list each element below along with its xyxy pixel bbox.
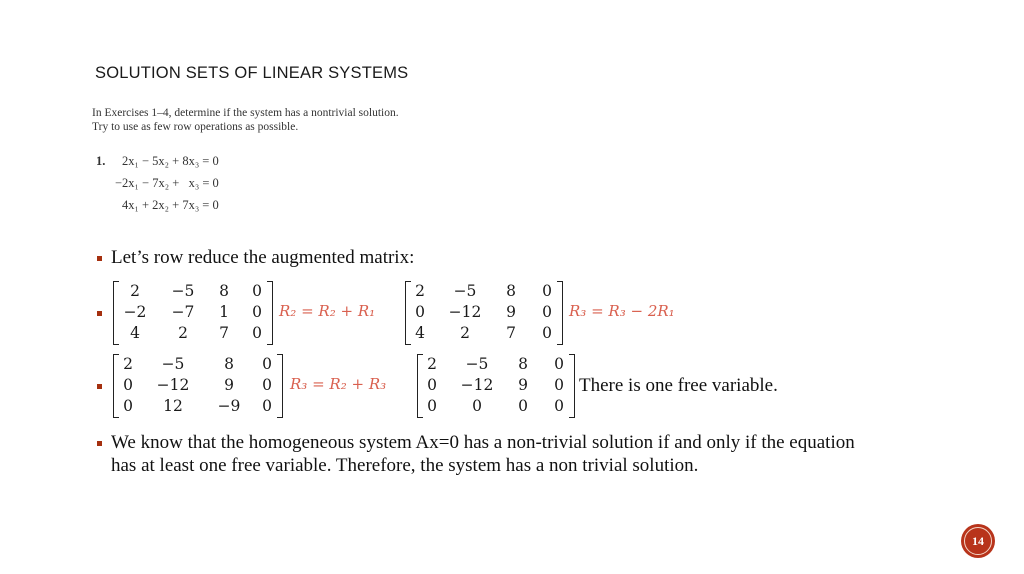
matrix-cell: 0: [415, 303, 425, 321]
matrix-cell: 0: [427, 397, 437, 415]
matrix-cell: 0: [554, 397, 564, 415]
matrix-cell: 4: [415, 324, 425, 342]
matrix-2: [405, 281, 563, 345]
row-operation-2: R₃ = R₃ − 2R₁: [569, 302, 675, 320]
matrix-cell: 0: [472, 397, 482, 415]
matrix-cell: 8: [219, 282, 229, 300]
matrix-1: [113, 281, 273, 345]
matrix-3: [113, 354, 283, 418]
matrix-cell: 0: [262, 355, 272, 373]
matrix-cell: −12: [460, 376, 494, 394]
matrix-cell: 7: [506, 324, 516, 342]
matrix-cell: 0: [554, 376, 564, 394]
matrix-cell: 4: [130, 324, 140, 342]
matrix-cell: 0: [542, 303, 552, 321]
conclusion-line-2: has at least one free variable. Therefore, the system has a non trivial solution.: [111, 455, 699, 476]
matrix-cell: 0: [542, 324, 552, 342]
matrix-cell: 9: [506, 303, 516, 321]
row-operation-1: R₂ = R₂ + R₁: [279, 302, 376, 320]
matrix-cell: 0: [123, 397, 133, 415]
matrix-cell: 0: [252, 282, 262, 300]
page-number-badge: [961, 524, 995, 558]
exercise-number: 1.: [96, 154, 106, 168]
equation-3: 4x₁ + 2x₂ + 7x₃ = 0: [122, 198, 219, 212]
matrix-cell: −5: [161, 355, 185, 373]
matrix-cell: 2: [123, 355, 133, 373]
matrix-cell: 0: [554, 355, 564, 373]
matrix-4: [417, 354, 575, 418]
matrix-cell: 0: [123, 376, 133, 394]
matrix-cell: 8: [518, 355, 528, 373]
intro-text: Let’s row reduce the augmented matrix:: [111, 247, 415, 268]
matrix-cell: −12: [156, 376, 190, 394]
matrix-cell: 0: [518, 397, 528, 415]
matrix-cell: 2: [460, 324, 470, 342]
right-bracket: [267, 281, 273, 345]
matrix-cell: 0: [252, 303, 262, 321]
right-bracket: [569, 354, 575, 418]
equation-1: 2x₁ − 5x₂ + 8x₃ = 0: [122, 154, 219, 168]
bullet-marker: [97, 256, 102, 261]
matrix-cell: −2: [123, 303, 147, 321]
matrix-cell: −5: [453, 282, 477, 300]
matrix-cell: 9: [518, 376, 528, 394]
exercise-image: [92, 106, 452, 212]
matrix-cell: 2: [427, 355, 437, 373]
matrix-cell: 8: [224, 355, 234, 373]
matrix-cell: 8: [506, 282, 516, 300]
matrix-cell: 2: [415, 282, 425, 300]
matrix-cell: 0: [262, 397, 272, 415]
matrix-cell: 0: [542, 282, 552, 300]
bullet-marker: [97, 441, 102, 446]
bullet-marker: [97, 384, 102, 389]
matrix-cell: −5: [171, 282, 195, 300]
matrix-cell: 12: [163, 397, 183, 415]
matrix-cell: 0: [262, 376, 272, 394]
left-bracket: [113, 281, 119, 345]
bullet-marker: [97, 311, 102, 316]
conclusion-line-1: We know that the homogeneous system Ax=0 has a non-trivial solution if and only if the equation: [111, 432, 855, 453]
free-variable-note: There is one free variable.: [579, 375, 778, 396]
equation-2: −2x₁ − 7x₂ + x₃ = 0: [115, 176, 219, 190]
matrix-cell: −7: [171, 303, 195, 321]
matrix-cell: 0: [427, 376, 437, 394]
slide-title: SOLUTION SETS OF LINEAR SYSTEMS: [95, 64, 409, 82]
page-number: 14: [972, 533, 984, 548]
matrix-cell: 7: [219, 324, 229, 342]
matrix-cell: 2: [178, 324, 188, 342]
matrix-cell: −12: [448, 303, 482, 321]
row-operation-3: R₃ = R₂ + R₃: [290, 375, 387, 393]
right-bracket: [277, 354, 283, 418]
matrix-cell: 2: [130, 282, 140, 300]
exercise-instruction-2: Try to use as few row operations as possible.: [92, 121, 299, 133]
matrix-cell: −5: [465, 355, 489, 373]
right-bracket: [557, 281, 563, 345]
matrix-cell: 1: [219, 303, 229, 321]
matrix-cell: −9: [217, 397, 241, 415]
matrix-cell: 9: [224, 376, 234, 394]
matrix-cell: 0: [252, 324, 262, 342]
exercise-instruction-1: In Exercises 1–4, determine if the system has a nontrivial solution.: [92, 107, 399, 119]
